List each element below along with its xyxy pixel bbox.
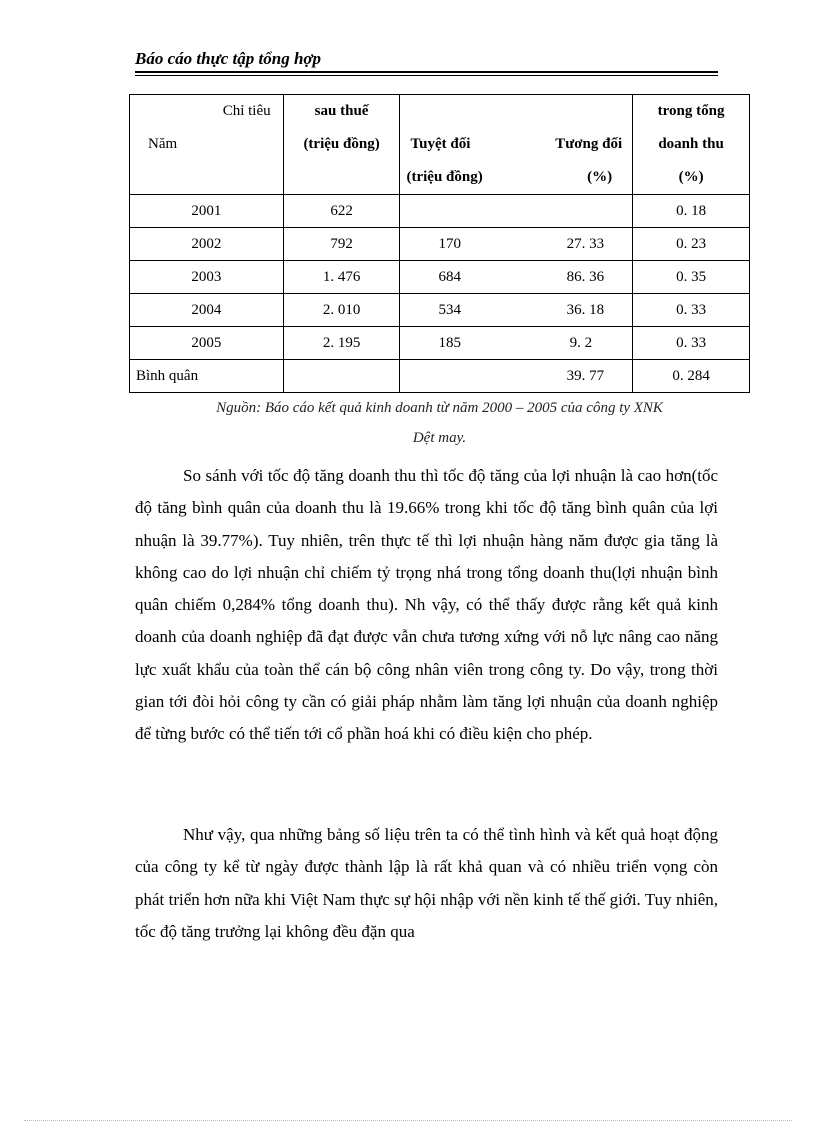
growth-cell (400, 294, 633, 327)
relative-value: 36. 18 (566, 301, 605, 318)
table-average-row (130, 360, 750, 393)
growth-cell (400, 327, 633, 360)
header-rule-thick (135, 71, 718, 73)
header-cell-profit (283, 95, 400, 195)
year-cell: 2001 (130, 195, 284, 228)
relative-value: 27. 33 (566, 235, 605, 252)
average-share-cell: 0. 284 (633, 360, 750, 393)
year-cell: 2005 (130, 327, 284, 360)
header-relative-unit: (%) (587, 169, 613, 185)
growth-cell (400, 195, 633, 228)
table-row (130, 228, 750, 261)
average-growth-cell (400, 360, 633, 393)
table-header-row (130, 95, 750, 195)
header-year-label: Năm (148, 136, 178, 152)
relative-value: 86. 36 (566, 268, 605, 285)
share-cell: 0. 23 (633, 228, 750, 261)
profit-cell: 622 (283, 195, 400, 228)
body-paragraph-1: So sánh với tốc độ tăng doanh thu thì tốc độ tăng của lợi nhuận là cao hơn(tốc độ tăng bình quân của doanh thu là 19.66% trong khi tốc độ tăng bình quân của lợi nhuận là 39.77%). Tuy nhiên, trên thực tế thì lợi nhuận hàng năm được gia tăng là không cao do lợi nhuận chỉ chiếm tỷ trọng nhá trong tổng doanh thu(lợi nhuận bình quân chiếm 0,284% tổng doanh thu). Nh vậy, có thể thấy được rằng kết quả kinh doanh của doanh nghiệp đã đạt được vẫn chưa tương xứng với nỗ lực nâng cao năng lực xuất khẩu của toàn thể cán bộ công nhân viên trong công ty. Do vậy, trong thời gian tới đòi hỏi công ty cần có giải pháp nhằm làm tăng lợi nhuận của doanh nghiệp để từng bước có thể tiến tới cổ phần hoá khi có điều kiện cho phép. (135, 466, 718, 744)
year-cell: 2003 (130, 261, 284, 294)
average-relative-value: 39. 77 (566, 367, 605, 384)
growth-cell (400, 261, 633, 294)
header-absolute-unit: (triệu đồng) (406, 169, 483, 185)
header-profit-line1: sau thuế (314, 103, 369, 119)
share-cell: 0. 33 (633, 327, 750, 360)
header-rule-thin (135, 75, 718, 76)
header-cell-indicator-year (130, 95, 284, 195)
header-title: Báo cáo thực tập tổng hợp (135, 49, 322, 68)
share-cell: 0. 35 (633, 261, 750, 294)
header-cell-growth (400, 95, 633, 195)
header-cell-share (633, 95, 750, 195)
growth-cell (400, 228, 633, 261)
header-indicator-label: Chỉ tiêu (222, 103, 271, 119)
table-row (130, 195, 750, 228)
table-row (130, 261, 750, 294)
absolute-value: 170 (438, 235, 461, 252)
share-cell: 0. 18 (633, 195, 750, 228)
page-bottom-rule (24, 1120, 792, 1121)
relative-value: 9. 2 (569, 334, 593, 351)
average-profit-cell (283, 360, 400, 393)
header-absolute-label: Tuyệt đối (410, 136, 471, 152)
header-profit-line2: (triệu đồng) (303, 136, 380, 152)
source-line-2: Dệt may. (412, 430, 467, 446)
profit-table (129, 94, 750, 393)
source-line-1: Nguồn: Báo cáo kết quả kinh doanh từ năm 2000 – 2005 của công ty XNK (216, 400, 663, 416)
profit-cell: 2. 195 (283, 327, 400, 360)
body-paragraph-2: Như vậy, qua những bảng số liệu trên ta có thể tình hình và kết quả hoạt động của công ty kể từ ngày được thành lập là rất khả quan và có nhiều triển vọng còn phát triển hơn nữa khi Việt Nam thực sự hội nhập với nền kinh tế thế giới. Tuy nhiên, tốc độ tăng trưởng lại không đều đặn qua (135, 825, 718, 941)
share-cell: 0. 33 (633, 294, 750, 327)
profit-cell: 792 (283, 228, 400, 261)
header-relative-label: Tương đối (555, 136, 623, 152)
year-cell: 2002 (130, 228, 284, 261)
page-header (135, 48, 718, 70)
table-row (130, 327, 750, 360)
absolute-value: 534 (438, 301, 461, 318)
table-row (130, 294, 750, 327)
table-source-note (129, 393, 750, 453)
year-cell: 2004 (130, 294, 284, 327)
header-share-line3: (%) (678, 169, 704, 185)
absolute-value: 185 (438, 334, 461, 351)
header-share-line2: doanh thu (658, 136, 724, 152)
absolute-value: 684 (438, 268, 461, 285)
average-label-cell: Bình quân (130, 360, 284, 393)
profit-cell: 2. 010 (283, 294, 400, 327)
profit-cell: 1. 476 (283, 261, 400, 294)
header-share-line1: trong tổng (657, 103, 725, 119)
